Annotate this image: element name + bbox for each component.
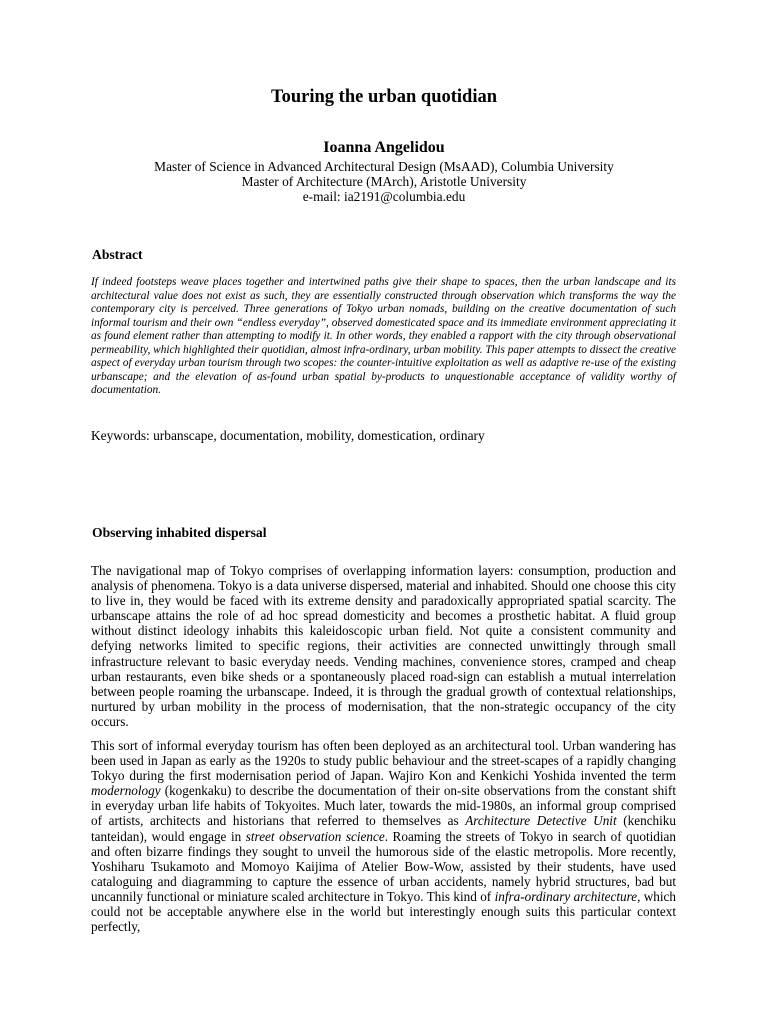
author-email: e-mail: ia2191@columbia.edu	[302, 189, 466, 204]
body-paragraph-2	[91, 738, 676, 934]
abstract-text: If indeed footsteps weave places together and intertwined paths give their shape to spaces, then the urban landscape and its architectural value does not exist as such, they are essentially constructed through observation which transforms the way the contemporary city is perceived. Three generations of Tokyo urban nomads, building on the creative documentation of such informal tourism and their own “endless everyday”, observed domesticated space and its immediate environment appreciating it as found element rather than attempting to modify it. In other words, they enabled a rapport with the city through observational permeability, which highlighted their quotidian, almost infra-ordinary, urban mobility. This paper attempts to dissect the creative aspect of everyday urban tourism through two scopes: the counter-intuitive exploitation as well as adaptive re-use of the existing urbanscape; and the elevation of as-found urban spatial by-products to unquestionable acceptance of validity worthy of documentation.	[91, 276, 676, 397]
p2-term-infra-ordinary-architecture: infra-ordinary architecture	[494, 888, 638, 904]
paper-title: Touring the urban quotidian	[270, 87, 498, 107]
p2-segment: (kenchiku tanteidan), would engage in	[91, 813, 676, 844]
abstract-heading: Abstract	[92, 247, 143, 262]
affiliation-msaad: Master of Science in Advanced Architectural Design (MsAAD), Columbia University	[154, 159, 614, 174]
body-paragraph-1: The navigational map of Tokyo comprises of overlapping information layers: consumption, production and analysis of phenomena. Tokyo is a data universe dispersed, material and inhabited. Should one choose this city to live in, they would be faced with its extreme density and paradoxically appropriated spatial scarcity. The urbanscape attains the role of ad hoc spread domesticity and becomes a prosthetic habitat. A fluid group without distinct ideology inhabits this kaleidoscopic urban field. Not quite a consistent community and defying networks limited to specific regions, their activities are connected unwittingly through small infrastructure relevant to basic everyday needs. Vending machines, convenience stores, cramped and cheap urban restaurants, even bike sheds or a spontaneously placed road-sign can establish a mutual interrelation between people roaming the urbanscape. Indeed, it is through the gradual growth of contextual relationships, nurtured by urban mobility in the process of modernisation, that the non-strategic occupancy of the city occurs.	[91, 563, 676, 729]
p2-term-street-observation-science: street observation science	[245, 828, 385, 844]
p2-segment: , which could not be acceptable anywhere else in the world but interestingly enough suits this particular context perfectly,	[91, 888, 676, 935]
p2-segment: . Roaming the streets of Tokyo in search of quotidian and often bizarre findings they sought to unveil the humorous side of the elastic metropolis. More recently, Yoshiharu Tsukamoto and Momoyo Kaijima of Atelier Bow-Wow, assisted by their students, have used cataloguing and diagramming to capture the essence of urban accidents, namely hybrid structures, bad but uncannily functional or miniature scaled architecture in Tokyo. This kind of	[91, 828, 676, 904]
section-heading: Observing inhabited dispersal	[92, 525, 267, 540]
p2-segment: This sort of informal everyday tourism has often been deployed as an architectural tool. Urban wandering has been used in Japan as early as the 1920s to study public behaviour and the street-scapes of a rapidly changing Tokyo during the first modernisation period of Japan. Wajiro Kon and Kenkichi Yoshida invented the term	[91, 738, 676, 784]
p2-segment: (kogenkaku) to describe the documentation of their on-site observations from the constant shift in everyday urban life habits of Tokyoites. Much later, towards the mid-1980s, an informal group comprised of artists, architects and historians that referred to themselves as	[91, 783, 676, 829]
keywords: Keywords: urbanscape, documentation, mobility, domestication, ordinary	[91, 428, 485, 443]
p2-term-modernology: modernology	[91, 783, 161, 799]
p2-term-architecture-detective-unit: Architecture Detective Unit	[465, 813, 617, 829]
affiliation-march: Master of Architecture (MArch), Aristotle University	[241, 174, 527, 189]
author-name: Ioanna Angelidou	[323, 139, 445, 156]
